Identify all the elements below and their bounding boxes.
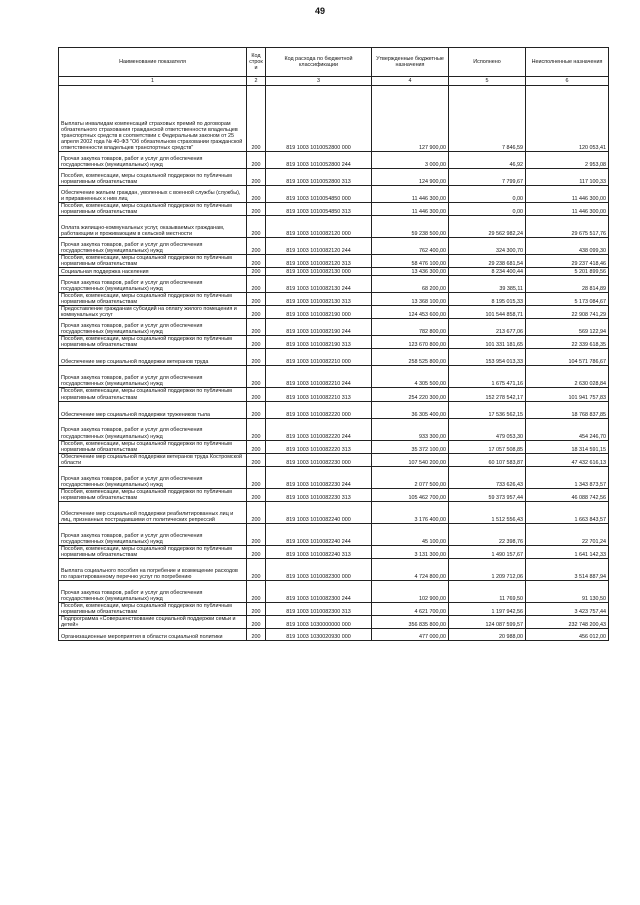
unexecuted-cell: 1 641 142,33 <box>526 545 609 558</box>
approved-cell: 782 800,00 <box>372 319 449 336</box>
column-number: 2 <box>247 77 266 86</box>
unexecuted-cell: 22 339 618,35 <box>526 336 609 349</box>
indicator-name-cell: Прочая закупка товаров, работ и услуг для обеспечения государственных (муниципальных) нужд <box>59 152 247 169</box>
budget-execution-table <box>58 47 609 641</box>
approved-cell: 762 400,00 <box>372 238 449 255</box>
expense-code-cell: 819 1003 1030020930 000 <box>266 629 372 641</box>
approved-cell: 4 724 800,00 <box>372 558 449 580</box>
unexecuted-cell: 29 237 418,46 <box>526 255 609 268</box>
approved-cell: 123 670 800,00 <box>372 336 449 349</box>
line-code-cell: 200 <box>247 203 266 216</box>
line-code-cell: 200 <box>247 276 266 293</box>
approved-cell: 4 305 500,00 <box>372 366 449 388</box>
executed-cell: 7 799,67 <box>449 169 526 186</box>
line-code-cell: 200 <box>247 523 266 545</box>
unexecuted-cell: 569 122,94 <box>526 319 609 336</box>
table-body <box>59 86 609 641</box>
line-code-cell: 200 <box>247 388 266 401</box>
table-row <box>59 268 609 276</box>
line-code-cell: 200 <box>247 238 266 255</box>
header-unexecuted: Неисполненные назначения <box>526 48 609 77</box>
approved-cell: 127 900,00 <box>372 86 449 152</box>
table-row <box>59 238 609 255</box>
line-code-cell: 200 <box>247 453 266 466</box>
executed-cell: 29 562 982,24 <box>449 216 526 238</box>
approved-cell: 258 525 800,00 <box>372 349 449 366</box>
page-number: 49 <box>314 6 325 16</box>
unexecuted-cell: 456 012,00 <box>526 629 609 641</box>
expense-code-cell: 819 1003 1010054850 313 <box>266 203 372 216</box>
column-number: 3 <box>266 77 372 86</box>
unexecuted-cell: 104 571 786,67 <box>526 349 609 366</box>
expense-code-cell: 819 1003 1010082120 313 <box>266 255 372 268</box>
indicator-name-cell: Подпрограмма «Совершенствование социальной поддержки семьи и детей» <box>59 616 247 629</box>
approved-cell: 3 131 300,00 <box>372 545 449 558</box>
executed-cell: 733 626,43 <box>449 466 526 488</box>
indicator-name-cell: Прочая закупка товаров, работ и услуг для обеспечения государственных (муниципальных) нужд <box>59 319 247 336</box>
expense-code-cell: 819 1003 1010082240 000 <box>266 501 372 523</box>
approved-cell: 59 238 500,00 <box>372 216 449 238</box>
expense-code-cell: 819 1003 1010082220 244 <box>266 418 372 440</box>
indicator-name-cell: Социальная поддержка населения <box>59 268 247 276</box>
approved-cell: 36 305 400,00 <box>372 401 449 418</box>
unexecuted-cell: 47 432 616,13 <box>526 453 609 466</box>
executed-cell: 8 195 015,33 <box>449 293 526 306</box>
line-code-cell: 200 <box>247 255 266 268</box>
expense-code-cell: 819 1003 1010082130 244 <box>266 276 372 293</box>
unexecuted-cell: 2 953,08 <box>526 152 609 169</box>
table-row <box>59 255 609 268</box>
approved-cell: 4 621 700,00 <box>372 602 449 615</box>
line-code-cell: 200 <box>247 152 266 169</box>
header-expense-code: Код расхода по бюджетной классификации <box>266 48 372 77</box>
indicator-name-cell: Выплата социального пособия на погребение и возмещение расходов по гарантированному перечню услуг по погребению <box>59 558 247 580</box>
indicator-name-cell: Прочая закупка товаров, работ и услуг для обеспечения государственных (муниципальных) нужд <box>59 580 247 602</box>
unexecuted-cell: 46 088 742,56 <box>526 488 609 501</box>
expense-code-cell: 819 1003 1010082230 244 <box>266 466 372 488</box>
approved-cell: 356 835 800,00 <box>372 616 449 629</box>
approved-cell: 3 176 400,00 <box>372 501 449 523</box>
line-code-cell: 200 <box>247 268 266 276</box>
table-row <box>59 319 609 336</box>
approved-cell: 68 200,00 <box>372 276 449 293</box>
table-row <box>59 453 609 466</box>
unexecuted-cell: 117 100,33 <box>526 169 609 186</box>
indicator-name-cell: Прочая закупка товаров, работ и услуг для обеспечения государственных (муниципальных) нужд <box>59 523 247 545</box>
indicator-name-cell: Пособия, компенсации, меры социальной поддержки по публичным нормативным обязательствам <box>59 488 247 501</box>
executed-cell: 324 300,70 <box>449 238 526 255</box>
expense-code-cell: 819 1003 1010082220 000 <box>266 401 372 418</box>
executed-cell: 1 675 471,16 <box>449 366 526 388</box>
line-code-cell: 200 <box>247 306 266 319</box>
indicator-name-cell: Прочая закупка товаров, работ и услуг для обеспечения государственных (муниципальных) нужд <box>59 466 247 488</box>
table-row <box>59 276 609 293</box>
line-code-cell: 200 <box>247 401 266 418</box>
unexecuted-cell: 232 748 200,43 <box>526 616 609 629</box>
indicator-name-cell: Обеспечение жильем граждан, уволенных с военной службы (службы), и приравненных к ним лиц <box>59 186 247 203</box>
table-row <box>59 545 609 558</box>
expense-code-cell: 819 1003 1010082190 244 <box>266 319 372 336</box>
table-row <box>59 466 609 488</box>
indicator-name-cell: Пособия, компенсации, меры социальной поддержки по публичным нормативным обязательствам <box>59 388 247 401</box>
approved-cell: 13 436 300,00 <box>372 268 449 276</box>
approved-cell: 107 540 200,00 <box>372 453 449 466</box>
table-row <box>59 152 609 169</box>
executed-cell: 479 053,30 <box>449 418 526 440</box>
table-row <box>59 388 609 401</box>
table-row <box>59 629 609 641</box>
line-code-cell: 200 <box>247 186 266 203</box>
line-code-cell: 200 <box>247 86 266 152</box>
unexecuted-cell: 11 446 300,00 <box>526 186 609 203</box>
table-row <box>59 488 609 501</box>
executed-cell: 29 238 681,54 <box>449 255 526 268</box>
indicator-name-cell: Пособия, компенсации, меры социальной поддержки по публичным нормативным обязательствам <box>59 545 247 558</box>
executed-cell: 1 209 712,06 <box>449 558 526 580</box>
table-row <box>59 418 609 440</box>
unexecuted-cell: 91 130,50 <box>526 580 609 602</box>
unexecuted-cell: 11 446 300,00 <box>526 203 609 216</box>
header-approved: Утвержденные бюджетные назначения <box>372 48 449 77</box>
table-row <box>59 401 609 418</box>
column-number-row <box>59 77 609 86</box>
unexecuted-cell: 5 201 899,56 <box>526 268 609 276</box>
line-code-cell: 200 <box>247 602 266 615</box>
indicator-name-cell: Пособия, компенсации, меры социальной поддержки по публичным нормативным обязательствам <box>59 293 247 306</box>
executed-cell: 1 490 157,67 <box>449 545 526 558</box>
table-row <box>59 616 609 629</box>
executed-cell: 46,92 <box>449 152 526 169</box>
executed-cell: 39 385,11 <box>449 276 526 293</box>
unexecuted-cell: 3 514 887,94 <box>526 558 609 580</box>
expense-code-cell: 819 1003 1010082130 313 <box>266 293 372 306</box>
executed-cell: 7 846,59 <box>449 86 526 152</box>
expense-code-cell: 819 1003 1010082300 313 <box>266 602 372 615</box>
executed-cell: 101 331 181,65 <box>449 336 526 349</box>
expense-code-cell: 819 1003 1010082210 313 <box>266 388 372 401</box>
header-indicator-name: Наименование показателя <box>59 48 247 77</box>
line-code-cell: 200 <box>247 366 266 388</box>
executed-cell: 22 398,76 <box>449 523 526 545</box>
table-row <box>59 523 609 545</box>
indicator-name-cell: Выплаты инвалидам компенсаций страховых премий по договорам обязательного страхования гражданской ответственности владельцев транспортных средств в соответствии с Федеральным законом от 25 апреля 2002 года № 40-ФЗ "Об обязательном страховании гражданской ответственности владельцев транспортных средств" <box>59 86 247 152</box>
approved-cell: 35 372 100,00 <box>372 440 449 453</box>
expense-code-cell: 819 1003 1010082120 000 <box>266 216 372 238</box>
indicator-name-cell: Пособия, компенсации, меры социальной поддержки по публичным нормативным обязательствам <box>59 440 247 453</box>
executed-cell: 152 278 542,17 <box>449 388 526 401</box>
unexecuted-cell: 5 173 084,67 <box>526 293 609 306</box>
executed-cell: 124 087 599,57 <box>449 616 526 629</box>
expense-code-cell: 819 1003 1010082190 000 <box>266 306 372 319</box>
approved-cell: 933 300,00 <box>372 418 449 440</box>
executed-cell: 17 057 508,85 <box>449 440 526 453</box>
table-row <box>59 602 609 615</box>
expense-code-cell: 819 1003 1010082300 000 <box>266 558 372 580</box>
column-number: 6 <box>526 77 609 86</box>
column-number: 4 <box>372 77 449 86</box>
indicator-name-cell: Пособия, компенсации, меры социальной поддержки по публичным нормативным обязательствам <box>59 602 247 615</box>
executed-cell: 11 769,50 <box>449 580 526 602</box>
executed-cell: 0,00 <box>449 186 526 203</box>
unexecuted-cell: 18 314 591,15 <box>526 440 609 453</box>
unexecuted-cell: 1 343 873,57 <box>526 466 609 488</box>
header-executed: Исполнено <box>449 48 526 77</box>
approved-cell: 3 000,00 <box>372 152 449 169</box>
expense-code-cell: 819 1003 1010082210 000 <box>266 349 372 366</box>
indicator-name-cell: Прочая закупка товаров, работ и услуг для обеспечения государственных (муниципальных) нужд <box>59 276 247 293</box>
line-code-cell: 200 <box>247 349 266 366</box>
unexecuted-cell: 1 663 843,57 <box>526 501 609 523</box>
line-code-cell: 200 <box>247 169 266 186</box>
expense-code-cell: 819 1003 1010082240 244 <box>266 523 372 545</box>
table-row <box>59 169 609 186</box>
indicator-name-cell: Обеспечение мер социальной поддержки тружеников тыла <box>59 401 247 418</box>
unexecuted-cell: 454 246,70 <box>526 418 609 440</box>
executed-cell: 0,00 <box>449 203 526 216</box>
line-code-cell: 200 <box>247 418 266 440</box>
unexecuted-cell: 101 941 757,83 <box>526 388 609 401</box>
approved-cell: 11 446 300,00 <box>372 203 449 216</box>
line-code-cell: 200 <box>247 580 266 602</box>
executed-cell: 101 544 858,71 <box>449 306 526 319</box>
indicator-name-cell: Прочая закупка товаров, работ и услуг для обеспечения государственных (муниципальных) нужд <box>59 418 247 440</box>
line-code-cell: 200 <box>247 440 266 453</box>
expense-code-cell: 819 1003 1010082230 000 <box>266 453 372 466</box>
table-row <box>59 558 609 580</box>
approved-cell: 124 900,00 <box>372 169 449 186</box>
approved-cell: 45 100,00 <box>372 523 449 545</box>
line-code-cell: 200 <box>247 501 266 523</box>
indicator-name-cell: Пособия, компенсации, меры социальной поддержки по публичным нормативным обязательствам <box>59 336 247 349</box>
executed-cell: 213 677,06 <box>449 319 526 336</box>
line-code-cell: 200 <box>247 558 266 580</box>
expense-code-cell: 819 1003 1010082220 313 <box>266 440 372 453</box>
line-code-cell: 200 <box>247 545 266 558</box>
indicator-name-cell: Пособия, компенсации, меры социальной поддержки по публичным нормативным обязательствам <box>59 169 247 186</box>
column-number: 1 <box>59 77 247 86</box>
executed-cell: 1 197 942,56 <box>449 602 526 615</box>
line-code-cell: 200 <box>247 216 266 238</box>
expense-code-cell: 819 1003 1010082240 313 <box>266 545 372 558</box>
executed-cell: 153 954 013,33 <box>449 349 526 366</box>
line-code-cell: 200 <box>247 488 266 501</box>
table-row <box>59 203 609 216</box>
table-row <box>59 306 609 319</box>
approved-cell: 13 368 100,00 <box>372 293 449 306</box>
expense-code-cell: 819 1003 1010082210 244 <box>266 366 372 388</box>
column-number: 5 <box>449 77 526 86</box>
table-header-row <box>59 48 609 77</box>
line-code-cell: 200 <box>247 319 266 336</box>
unexecuted-cell: 29 675 517,76 <box>526 216 609 238</box>
table-row <box>59 501 609 523</box>
indicator-name-cell: Пособия, компенсации, меры социальной поддержки по публичным нормативным обязательствам <box>59 255 247 268</box>
table-row <box>59 366 609 388</box>
table-row <box>59 86 609 152</box>
expense-code-cell: 819 1003 1010054850 000 <box>266 186 372 203</box>
indicator-name-cell: Обеспечение мер социальной поддержки реабилитированных лиц и лиц, признанных пострадавшими от политических репрессий <box>59 501 247 523</box>
unexecuted-cell: 22 908 741,29 <box>526 306 609 319</box>
unexecuted-cell: 22 701,24 <box>526 523 609 545</box>
executed-cell: 20 988,00 <box>449 629 526 641</box>
expense-code-cell: 819 1003 1010082130 000 <box>266 268 372 276</box>
expense-code-cell: 819 1003 1010052800 000 <box>266 86 372 152</box>
table-row <box>59 293 609 306</box>
executed-cell: 8 234 400,44 <box>449 268 526 276</box>
table-row <box>59 349 609 366</box>
unexecuted-cell: 120 053,41 <box>526 86 609 152</box>
executed-cell: 60 107 583,87 <box>449 453 526 466</box>
indicator-name-cell: Предоставление гражданам субсидий на оплату жилого помещения и коммунальных услуг <box>59 306 247 319</box>
executed-cell: 17 536 562,15 <box>449 401 526 418</box>
table-row <box>59 336 609 349</box>
approved-cell: 11 446 300,00 <box>372 186 449 203</box>
table-row <box>59 580 609 602</box>
indicator-name-cell: Организационные мероприятия в области социальной политики <box>59 629 247 641</box>
expense-code-cell: 819 1003 1010052800 244 <box>266 152 372 169</box>
line-code-cell: 200 <box>247 629 266 641</box>
expense-code-cell: 819 1003 1010082120 244 <box>266 238 372 255</box>
approved-cell: 105 462 700,00 <box>372 488 449 501</box>
expense-code-cell: 819 1003 1010082190 313 <box>266 336 372 349</box>
indicator-name-cell: Прочая закупка товаров, работ и услуг для обеспечения государственных (муниципальных) нужд <box>59 238 247 255</box>
line-code-cell: 200 <box>247 293 266 306</box>
unexecuted-cell: 28 814,89 <box>526 276 609 293</box>
unexecuted-cell: 438 099,30 <box>526 238 609 255</box>
unexecuted-cell: 2 630 028,84 <box>526 366 609 388</box>
line-code-cell: 200 <box>247 616 266 629</box>
indicator-name-cell: Обеспечение мер социальной поддержки ветеранов труда <box>59 349 247 366</box>
unexecuted-cell: 18 768 837,85 <box>526 401 609 418</box>
unexecuted-cell: 3 423 757,44 <box>526 602 609 615</box>
expense-code-cell: 819 1003 1010082230 313 <box>266 488 372 501</box>
approved-cell: 124 453 600,00 <box>372 306 449 319</box>
indicator-name-cell: Оплата жилищно-коммунальных услуг, оказываемых гражданам, работающим и проживающим в сельской местности <box>59 216 247 238</box>
indicator-name-cell: Прочая закупка товаров, работ и услуг для обеспечения государственных (муниципальных) нужд <box>59 366 247 388</box>
indicator-name-cell: Пособия, компенсации, меры социальной поддержки по публичным нормативным обязательствам <box>59 203 247 216</box>
approved-cell: 2 077 500,00 <box>372 466 449 488</box>
approved-cell: 102 900,00 <box>372 580 449 602</box>
line-code-cell: 200 <box>247 336 266 349</box>
expense-code-cell: 819 1003 1010052800 313 <box>266 169 372 186</box>
indicator-name-cell: Обеспечение мер социальной поддержки ветеранов труда Костромской области <box>59 453 247 466</box>
expense-code-cell: 819 1003 1030000000 000 <box>266 616 372 629</box>
approved-cell: 477 000,00 <box>372 629 449 641</box>
header-line-code: Код строк и <box>247 48 266 77</box>
line-code-cell: 200 <box>247 466 266 488</box>
executed-cell: 1 512 556,43 <box>449 501 526 523</box>
table-row <box>59 186 609 203</box>
executed-cell: 59 373 957,44 <box>449 488 526 501</box>
approved-cell: 254 220 300,00 <box>372 388 449 401</box>
approved-cell: 58 476 100,00 <box>372 255 449 268</box>
table-row <box>59 440 609 453</box>
table-row <box>59 216 609 238</box>
expense-code-cell: 819 1003 1010082300 244 <box>266 580 372 602</box>
